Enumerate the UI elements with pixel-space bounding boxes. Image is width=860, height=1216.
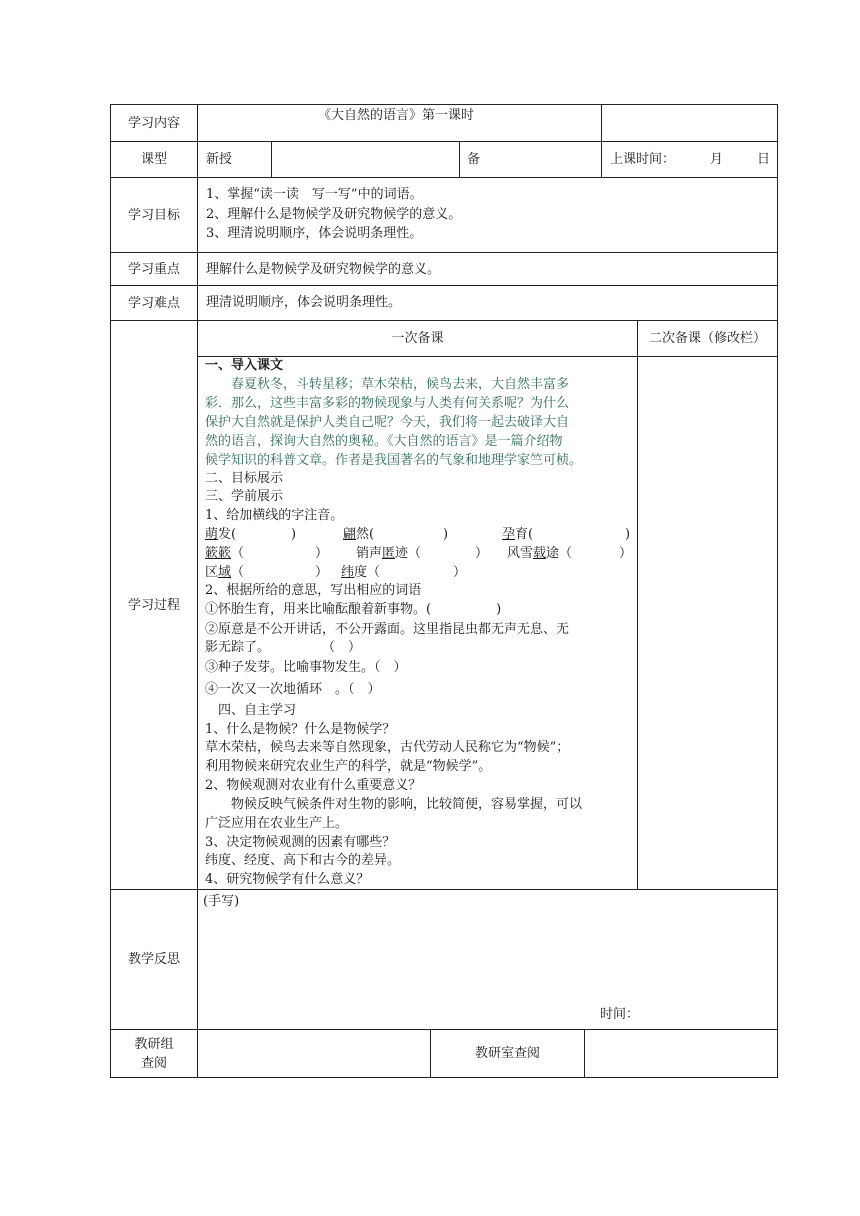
pinyin-item-rest: 迹（ xyxy=(395,546,422,561)
table-border xyxy=(110,141,778,142)
type-value: 新授 xyxy=(206,152,233,167)
underlined-char: 萌 xyxy=(205,527,219,542)
pinyin-item-lead: 销声 xyxy=(356,546,383,561)
pinyin-item-rest: 然( xyxy=(356,527,375,542)
table-border xyxy=(110,285,778,286)
pinyin-close: ） xyxy=(475,546,489,561)
intro-line: 保护大自然就是保护人类自己呢？今天，我们将一起去破译大自 xyxy=(205,415,570,430)
difficulty-label: 学习难点 xyxy=(127,295,180,311)
table-border xyxy=(110,252,778,253)
pinyin-close: ） xyxy=(453,565,467,580)
table-border xyxy=(601,104,602,142)
pinyin-item-rest: 发( xyxy=(218,527,237,542)
section-title: 四、自主学习 xyxy=(205,703,297,718)
study-line: 草木荣枯，候鸟去来等自然现象，古代劳动人民称它为“物候”； xyxy=(205,740,570,755)
pinyin-item xyxy=(205,526,236,544)
pinyin-item xyxy=(502,526,533,544)
difficulty-value: 理清说明顺序，体会说明条理性。 xyxy=(206,295,402,310)
first-prep-header: 一次备课 xyxy=(391,331,444,346)
study-line: 4、研究物候学有什么意义？ xyxy=(205,872,370,887)
focus-label: 学习重点 xyxy=(127,261,180,277)
meaning-item: ③种子发芽。比喻事物发生。（ ） xyxy=(205,660,407,675)
section-title: 二、目标展示 xyxy=(205,471,284,486)
reflection-label: 教学反思 xyxy=(127,952,180,967)
class-time-label: 上课时间： xyxy=(610,152,676,167)
meaning-item: ①怀胎生育，用来比喻酝酿着新事物。( ) xyxy=(205,602,502,617)
section-title: 三、学前展示 xyxy=(205,489,284,504)
objective-item: 1、掌握“读一读 写一写”中的词语。 xyxy=(206,187,423,202)
underlined-char: 孕 xyxy=(502,527,516,542)
meaning-item: ②原意是不公开讲话，不公开露面。这里指昆虫都无声无息、无 xyxy=(205,622,570,637)
underlined-char: 簌簌 xyxy=(205,546,232,561)
underlined-char: 翩 xyxy=(343,527,357,542)
intro-line: 候学知识的科普文章。作者是我国著名的气象和地理学家竺可桢。 xyxy=(205,453,583,468)
pinyin-item-rest: 度（ xyxy=(354,565,381,580)
section-title: 一、导入课文 xyxy=(205,358,284,373)
study-line: 3、决定物候观测的因素有哪些？ xyxy=(205,835,396,850)
table-border xyxy=(637,320,638,890)
study-line: 物候反映气候条件对生物的影响，比较简便，容易掌握，可以 xyxy=(205,797,583,812)
prep-label: 备 xyxy=(467,152,481,167)
table-border xyxy=(110,104,778,105)
question-text: 2、根据所给的意思，写出相应的词语 xyxy=(205,583,422,598)
table-border xyxy=(271,141,272,178)
pinyin-close: ) xyxy=(291,527,297,542)
study-line: 利用物候来研究农业生产的科学，就是“物候学”。 xyxy=(205,759,492,774)
day-label: 日 xyxy=(757,152,771,167)
pinyin-item-rest: （ xyxy=(231,546,245,561)
second-prep-header: 二次备课（修改栏） xyxy=(648,331,766,346)
underlined-char: 纬 xyxy=(341,565,355,580)
table-border xyxy=(584,1029,585,1078)
type-label: 课型 xyxy=(140,152,167,167)
underlined-char: 匿 xyxy=(382,546,396,561)
pinyin-item-rest: 途（ xyxy=(546,546,573,561)
content-value: 《大自然的语言》第一课时 xyxy=(318,108,475,123)
question-text: 1、给加横线的字注音。 xyxy=(205,508,344,523)
pinyin-item-lead: 区 xyxy=(205,565,219,580)
reflection-time-label: 时间： xyxy=(600,1007,640,1022)
handwriting-note: (手写) xyxy=(203,894,240,909)
pinyin-item xyxy=(356,545,421,563)
pinyin-item xyxy=(205,545,244,563)
pinyin-item xyxy=(507,545,572,563)
intro-line: 春夏秋冬，斗转星移；草木荣枯，候鸟去来，大自然丰富多 xyxy=(205,377,570,392)
first-prep-content xyxy=(203,357,635,887)
group-review-label-line2: 查阅 xyxy=(140,1055,167,1071)
study-line: 2、物候观测对农业有什么重要意义？ xyxy=(205,778,422,793)
month-label: 月 xyxy=(710,152,724,167)
study-line: 纬度、经度、高下和古今的差异。 xyxy=(205,853,401,868)
meaning-item: ④一次又一次地循环 。（ ） xyxy=(205,682,381,697)
pinyin-close: ) xyxy=(625,527,631,542)
pinyin-item xyxy=(341,564,380,582)
table-border xyxy=(777,104,778,1078)
focus-value: 理解什么是物候学及研究物候学的意义。 xyxy=(206,262,441,277)
objective-item: 3、理清说明顺序，体会说明条理性。 xyxy=(206,226,423,241)
process-label: 学习过程 xyxy=(127,597,180,613)
table-border xyxy=(110,177,778,178)
study-line: 1、什么是物候？什么是物候学？ xyxy=(205,722,396,737)
table-border xyxy=(110,889,778,890)
pinyin-item xyxy=(205,564,244,582)
pinyin-close: ) xyxy=(443,527,449,542)
pinyin-close: ） xyxy=(619,546,633,561)
table-border xyxy=(601,141,602,178)
pinyin-item-lead: 风雪 xyxy=(507,546,534,561)
pinyin-close: ） xyxy=(315,565,329,580)
study-line: 广泛应用在农业生产上。 xyxy=(205,816,349,831)
group-review-label-line1: 教研组 xyxy=(134,1036,174,1052)
pinyin-item-rest: （ xyxy=(231,565,245,580)
objective-item: 2、理解什么是物候学及研究物候学的意义。 xyxy=(206,207,462,222)
intro-line: 然的语言，探询大自然的奥秘。《大自然的语言》是一篇介绍物 xyxy=(205,434,563,449)
meaning-item: 影无踪了。 （ ） xyxy=(205,640,362,655)
table-border xyxy=(110,1077,778,1078)
underlined-char: 载 xyxy=(533,546,547,561)
office-review-label: 教研室查阅 xyxy=(474,1046,540,1061)
pinyin-close: ） xyxy=(315,546,329,561)
table-border xyxy=(459,141,460,178)
pinyin-item xyxy=(343,526,374,544)
group-review-label xyxy=(111,1030,197,1077)
underlined-char: 域 xyxy=(218,565,232,580)
objectives-label: 学习目标 xyxy=(127,207,180,223)
intro-line: 彩．那么，这些丰富多彩的物候现象与人类有何关系呢？为什么 xyxy=(205,396,570,411)
content-label: 学习内容 xyxy=(127,115,180,131)
pinyin-item-rest: 育( xyxy=(515,527,534,542)
table-border xyxy=(197,104,198,1078)
